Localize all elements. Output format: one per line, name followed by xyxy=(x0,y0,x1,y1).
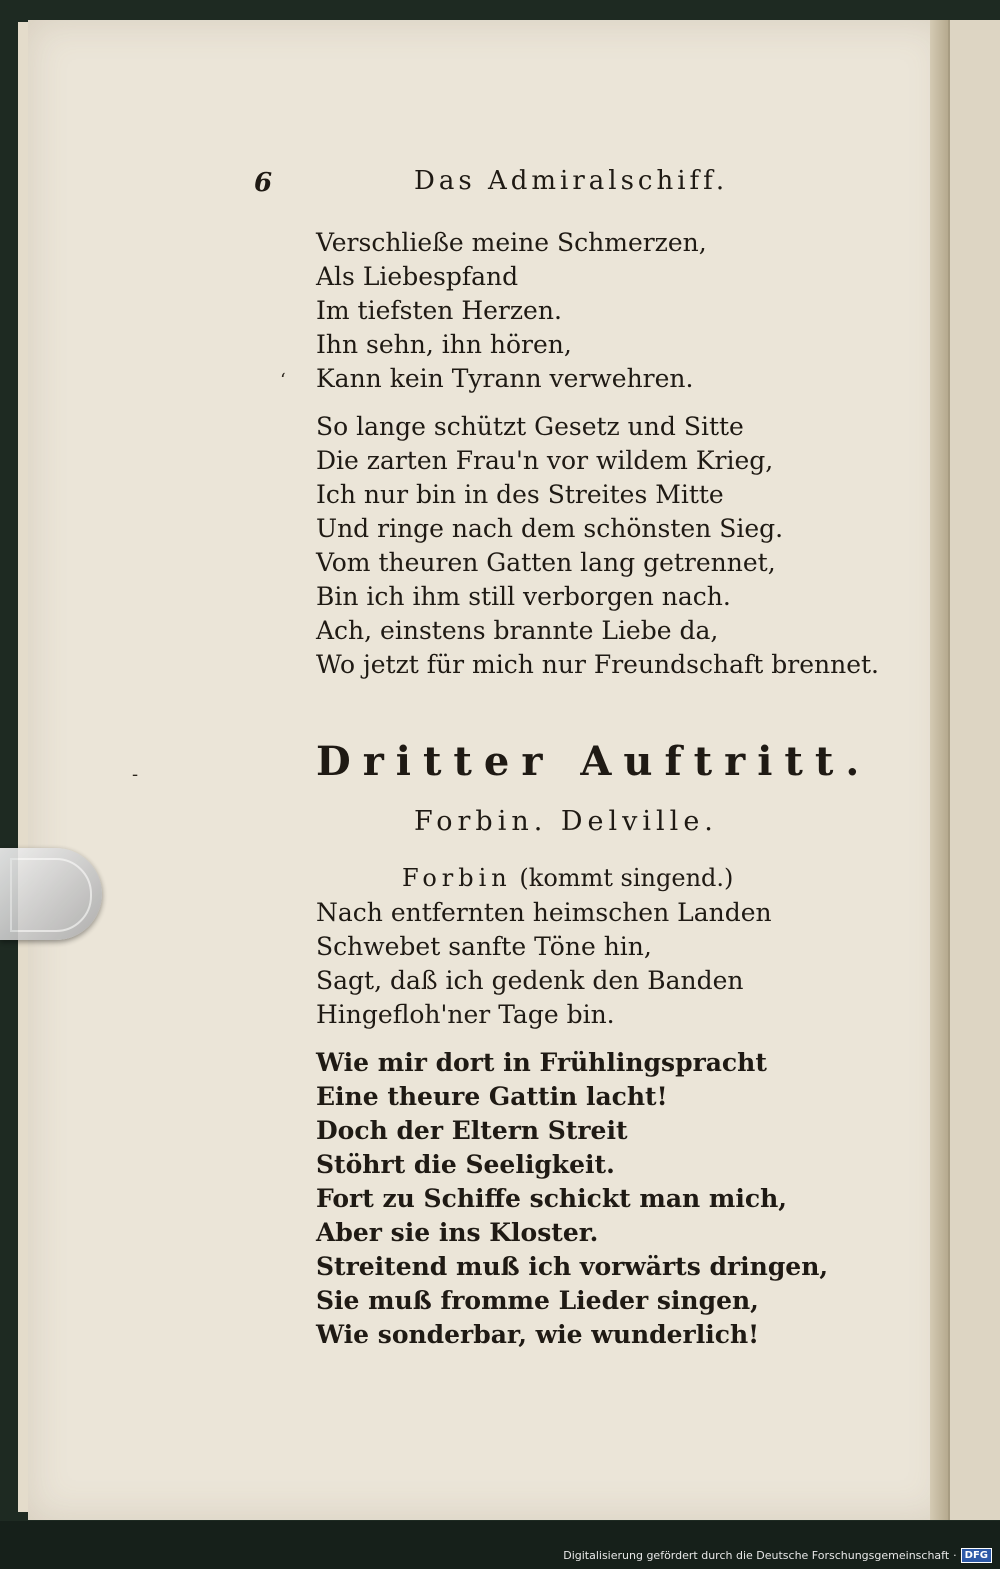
page-number: 6 xyxy=(254,168,273,198)
credit-text: Digitalisierung gefördert durch die Deutsche Forschungsgemeinschaft xyxy=(563,1549,950,1562)
verse-line: Vom theuren Gatten lang getrennet, xyxy=(316,548,776,577)
margin-mark: ‘ xyxy=(280,370,286,391)
stanza-3 xyxy=(316,896,772,1032)
verse-line: Kann kein Tyrann verwehren. xyxy=(316,364,694,393)
verse-line: Nach entfernten heimschen Landen xyxy=(316,898,772,927)
page-gutter-shadow xyxy=(930,20,948,1520)
verse-line: Eine theure Gattin lacht! xyxy=(316,1082,668,1111)
verse-line: Ihn sehn, ihn hören, xyxy=(316,330,572,359)
verse-line: Doch der Eltern Streit xyxy=(316,1116,628,1145)
scene-title: Dritter Auftritt. xyxy=(316,738,872,785)
verse-line: Aber sie ins Kloster. xyxy=(316,1218,599,1247)
verse-line: Sie muß fromme Lieder singen, xyxy=(316,1286,759,1315)
verse-line: Ach, einstens brannte Liebe da, xyxy=(316,616,719,645)
verse-line: Wie mir dort in Frühlingspracht xyxy=(316,1048,767,1077)
verse-line: Die zarten Frau'n vor wildem Krieg, xyxy=(316,446,774,475)
speaker-name: Forbin xyxy=(402,864,512,892)
viewer-footer xyxy=(0,1521,1000,1569)
verse-line: Schwebet sanfte Töne hin, xyxy=(316,932,652,961)
verse-line: Streitend muß ich vorwärts dringen, xyxy=(316,1252,829,1281)
verse-line: Als Liebespfand xyxy=(316,262,519,291)
stage-direction: (kommt singend.) xyxy=(519,864,734,892)
verse-line: Im tiefsten Herzen. xyxy=(316,296,562,325)
separator-dot: · xyxy=(953,1549,957,1562)
page-clip xyxy=(0,848,102,940)
verse-line: Fort zu Schiffe schickt man mich, xyxy=(316,1184,787,1213)
stanza-2 xyxy=(316,410,879,682)
stanza-1 xyxy=(316,226,707,396)
verse-line: So lange schützt Gesetz und Sitte xyxy=(316,412,744,441)
verse-line: Wie sonderbar, wie wunderlich! xyxy=(316,1320,760,1349)
verse-line: Verschließe meine Schmerzen, xyxy=(316,228,707,257)
verse-line: Stöhrt die Seeligkeit. xyxy=(316,1150,615,1179)
speaker-heading xyxy=(402,864,733,892)
stanza-4 xyxy=(316,1046,828,1352)
margin-mark: - xyxy=(132,764,139,785)
verse-line: Sagt, daß ich gedenk den Banden xyxy=(316,966,744,995)
verse-line: Wo jetzt für mich nur Freundschaft brennet. xyxy=(316,650,879,679)
verse-line: Und ringe nach dem schönsten Sieg. xyxy=(316,514,784,543)
verse-line: Hingefloh'ner Tage bin. xyxy=(316,1000,615,1029)
facing-page-edge xyxy=(948,20,1000,1520)
dfg-logo-icon: DFG xyxy=(961,1548,992,1563)
credit-line xyxy=(563,1548,992,1563)
verse-line: Bin ich ihm still verborgen nach. xyxy=(316,582,731,611)
scene-characters: Forbin. Delville. xyxy=(414,806,718,837)
running-head: Das Admiralschiff. xyxy=(414,166,729,196)
verse-line: Ich nur bin in des Streites Mitte xyxy=(316,480,724,509)
